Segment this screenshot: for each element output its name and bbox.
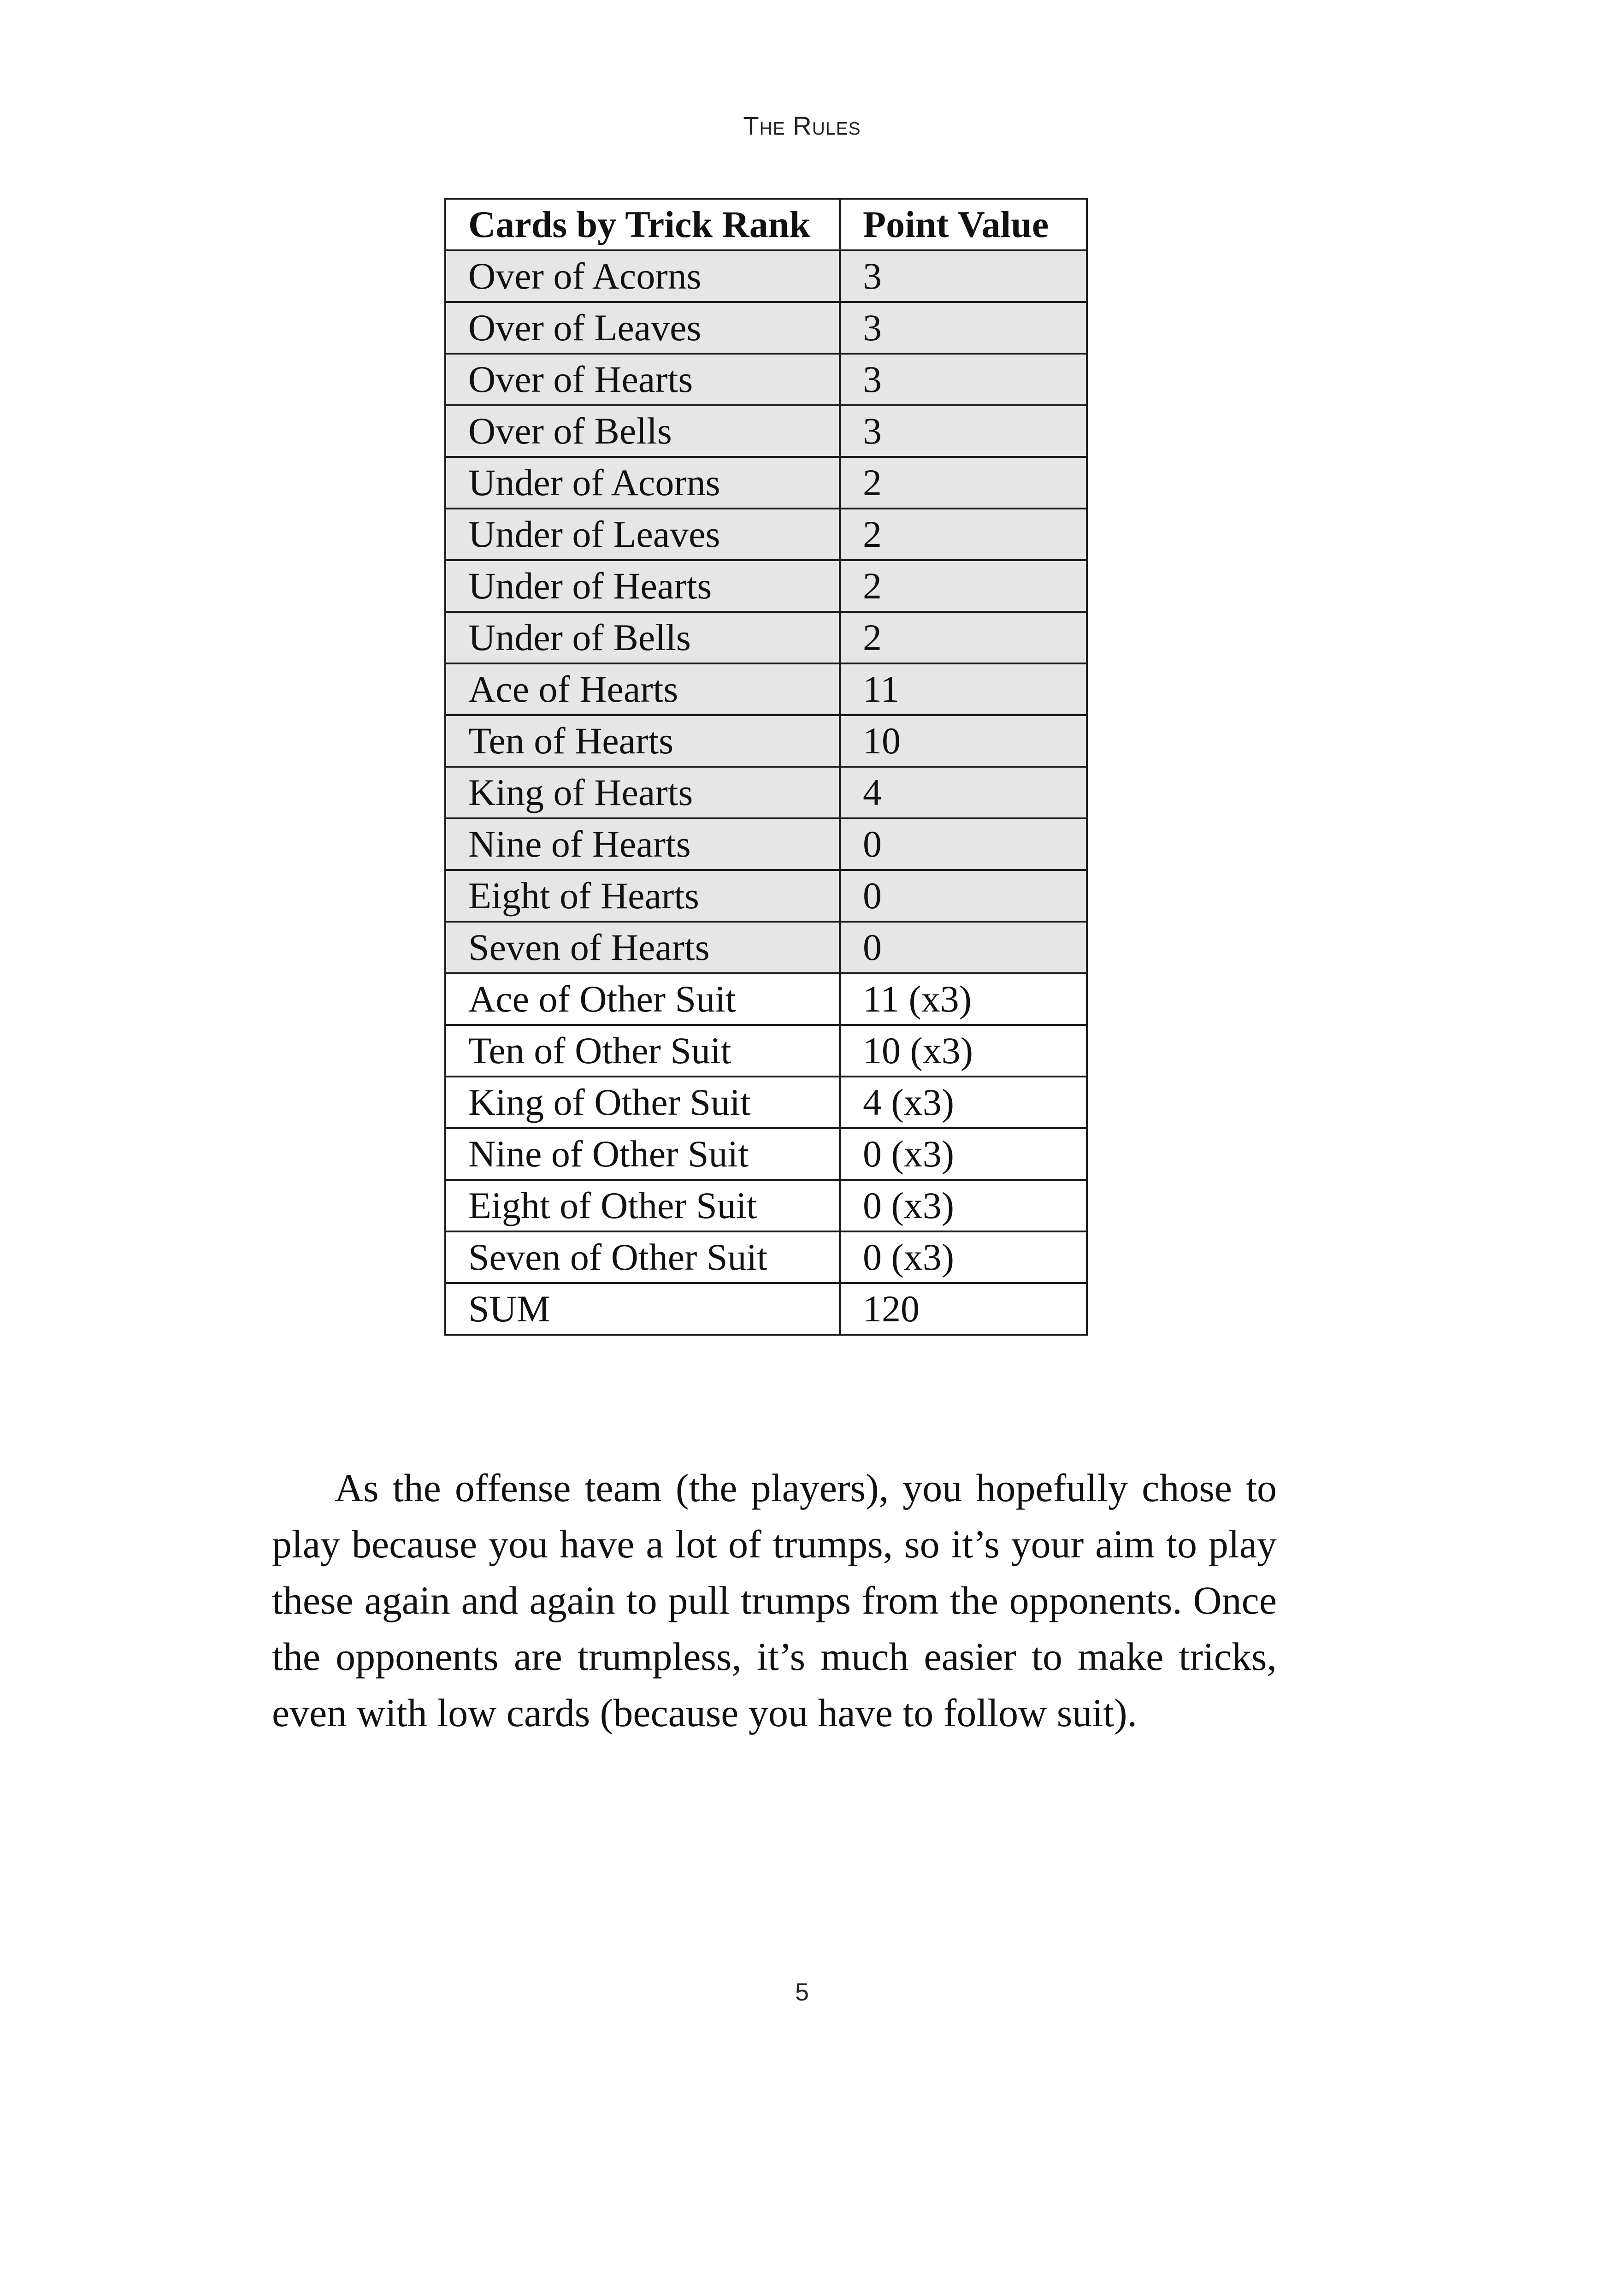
column-header-value: Point Value	[840, 199, 1087, 250]
point-value-cell: 3	[840, 405, 1087, 457]
card-name-cell: Eight of Other Suit	[445, 1180, 840, 1231]
table-row	[445, 1077, 1087, 1128]
table-row	[445, 354, 1087, 405]
table-row	[445, 1231, 1087, 1283]
table-row	[445, 870, 1087, 922]
point-value-cell: 10 (x3)	[840, 1025, 1087, 1077]
table-row	[445, 302, 1087, 354]
point-value-cell: 2	[840, 612, 1087, 663]
page-number: 5	[795, 1978, 809, 2006]
card-name-cell: Under of Bells	[445, 612, 840, 663]
point-value-cell: 120	[840, 1283, 1087, 1335]
card-name-cell: Under of Leaves	[445, 509, 840, 560]
card-name-cell: Under of Acorns	[445, 457, 840, 509]
card-name-cell: Ace of Hearts	[445, 663, 840, 715]
column-header-card: Cards by Trick Rank	[445, 199, 840, 250]
point-value-cell: 0 (x3)	[840, 1231, 1087, 1283]
table-row	[445, 663, 1087, 715]
point-value-cell: 0 (x3)	[840, 1128, 1087, 1180]
table-row	[445, 1025, 1087, 1077]
card-name-cell: King of Other Suit	[445, 1077, 840, 1128]
point-value-cell: 0	[840, 818, 1087, 870]
point-value-cell: 2	[840, 560, 1087, 612]
card-name-cell: Eight of Hearts	[445, 870, 840, 922]
table-row	[445, 767, 1087, 818]
table-row	[445, 973, 1087, 1025]
point-value-cell: 2	[840, 509, 1087, 560]
point-value-cell: 0 (x3)	[840, 1180, 1087, 1231]
table-row	[445, 509, 1087, 560]
card-name-cell: Nine of Other Suit	[445, 1128, 840, 1180]
table-row	[445, 250, 1087, 302]
table-row	[445, 715, 1087, 767]
point-value-cell: 4	[840, 767, 1087, 818]
card-name-cell: Ten of Hearts	[445, 715, 840, 767]
card-name-cell: Seven of Other Suit	[445, 1231, 840, 1283]
point-value-cell: 3	[840, 354, 1087, 405]
card-name-cell: Over of Hearts	[445, 354, 840, 405]
card-name-cell: Under of Hearts	[445, 560, 840, 612]
card-name-cell: Over of Acorns	[445, 250, 840, 302]
points-table-container	[444, 198, 1086, 1336]
card-name-cell: Nine of Hearts	[445, 818, 840, 870]
table-row	[445, 457, 1087, 509]
table-row	[445, 922, 1087, 973]
running-head: The Rules	[743, 111, 861, 140]
table-row	[445, 612, 1087, 663]
point-value-cell: 3	[840, 250, 1087, 302]
table-body	[445, 250, 1087, 1335]
table-header-row	[445, 199, 1087, 250]
point-value-cell: 11 (x3)	[840, 973, 1087, 1025]
table-row	[445, 1283, 1087, 1335]
body-paragraph: As the offense team (the players), you hopefully chose to play because you have a lot of trumps, so it’s your aim to play these again and again to pull trumps from the opponents. Once the opponents are trumpless, it’s much easier to make tricks, even with low cards (because you have to follow suit).	[272, 1466, 1277, 1735]
point-value-cell: 10	[840, 715, 1087, 767]
table-row	[445, 1128, 1087, 1180]
card-name-cell: Ten of Other Suit	[445, 1025, 840, 1077]
table-row	[445, 560, 1087, 612]
point-value-cell: 3	[840, 302, 1087, 354]
table-row	[445, 405, 1087, 457]
point-value-cell: 2	[840, 457, 1087, 509]
point-value-cell: 0	[840, 870, 1087, 922]
card-name-cell: Over of Leaves	[445, 302, 840, 354]
point-value-cell: 11	[840, 663, 1087, 715]
card-name-cell: Seven of Hearts	[445, 922, 840, 973]
card-name-cell: SUM	[445, 1283, 840, 1335]
point-value-cell: 4 (x3)	[840, 1077, 1087, 1128]
card-name-cell: King of Hearts	[445, 767, 840, 818]
card-name-cell: Ace of Other Suit	[445, 973, 840, 1025]
points-table	[444, 198, 1088, 1336]
table-row	[445, 1180, 1087, 1231]
table-row	[445, 818, 1087, 870]
card-name-cell: Over of Bells	[445, 405, 840, 457]
point-value-cell: 0	[840, 922, 1087, 973]
